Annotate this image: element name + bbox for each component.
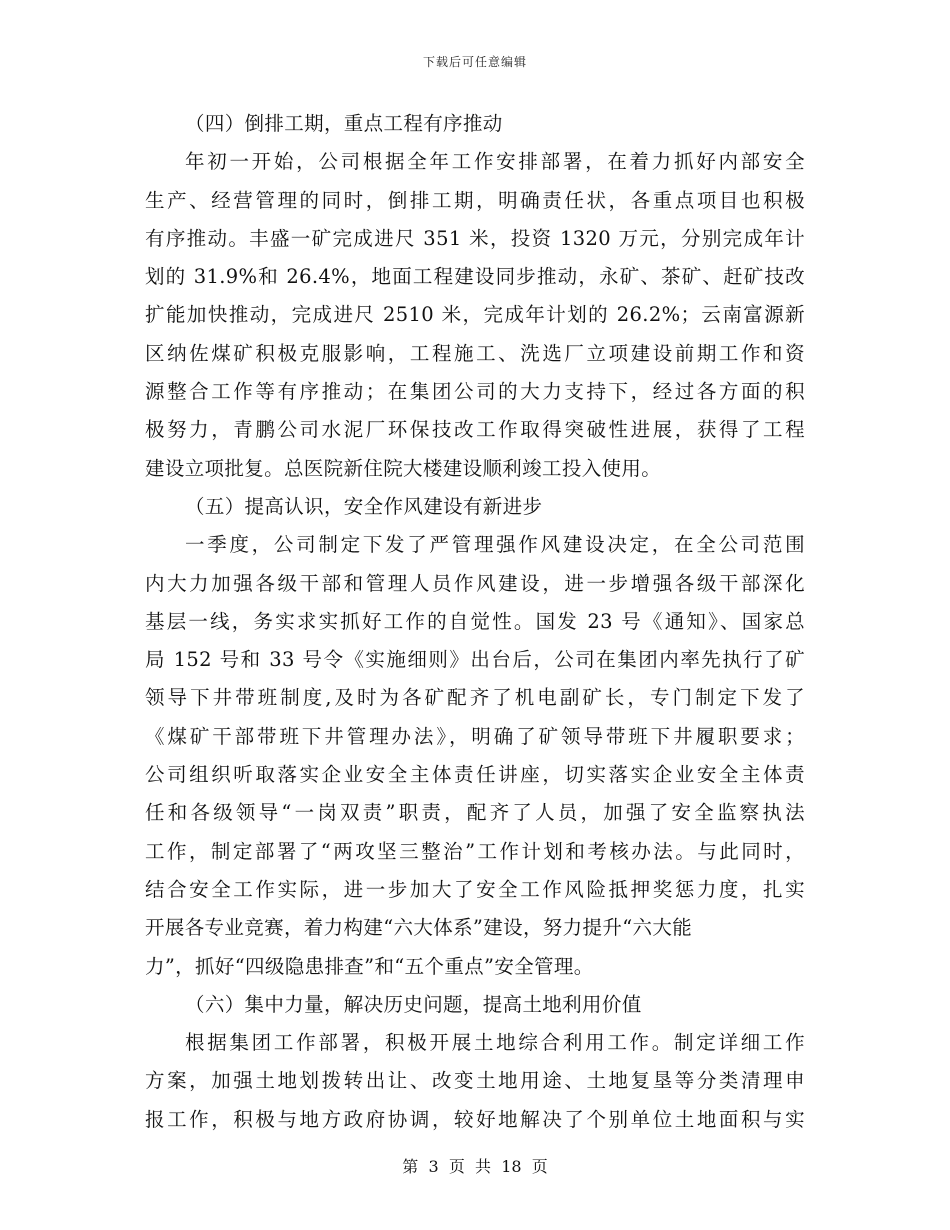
header-note: 下载后可任意编辑: [422, 55, 527, 69]
text-line: 有序推动。丰盛一矿完成进尺 351 米，投资 1320 万元，分别完成年计: [145, 226, 805, 250]
footer-total-pages: 18: [501, 1157, 522, 1176]
text-line: 结合安全工作实际，进一步加大了安全工作风险抵押奖惩力度，扎实: [145, 877, 805, 901]
footer-suffix: 页: [531, 1157, 548, 1176]
text-line: 区纳佐煤矿积极克服影响，工程施工、洗选厂立项建设前期工作和资: [145, 341, 805, 365]
text-line: 《煤矿干部带班下井管理办法》，明确了矿领导带班下井履职要求；: [145, 724, 805, 748]
text-line: 领导下井带班制度,及时为各矿配齐了机电副矿长，专门制定下发了: [145, 686, 805, 710]
text-line: 基层一线，务实求实抓好工作的自觉性。国发 23 号《通知》、国家总: [145, 609, 805, 633]
text-line: 年初一开始，公司根据全年工作安排部署，在着力抓好内部安全: [185, 150, 805, 174]
section-heading: （五）提高认识，安全作风建设有新进步: [185, 494, 543, 518]
footer-total-word: 共: [475, 1157, 492, 1176]
document-body: [145, 105, 805, 1139]
text-line: 建设立项批复。总医院新住院大楼建设顺利竣工投入使用。: [145, 456, 662, 480]
text-line: 一季度，公司制定下发了严管理强作风建设决定，在全公司范围: [185, 533, 805, 557]
text-line: 划的 31.9%和 26.4%，地面工程建设同步推动，永矿、茶矿、赶矿技改: [145, 265, 805, 289]
footer-current-page: 3: [428, 1157, 439, 1176]
section-heading: （六）集中力量，解决历史问题，提高土地利用价值: [185, 992, 642, 1016]
text-line: 报工作，积极与地方政府协调，较好地解决了个别单位土地面积与实: [145, 1107, 805, 1131]
text-line: 生产、经营管理的同时，倒排工期，明确责任状，各重点项目也积极: [145, 188, 805, 212]
text-line: 力”，抓好“四级隐患排查”和“五个重点”安全管理。: [145, 954, 594, 978]
text-line: 局 152 号和 33 号令《实施细则》出台后，公司在集团内率先执行了矿: [145, 648, 805, 672]
footer-prefix: 第: [402, 1157, 419, 1176]
text-line: 极努力，青鹏公司水泥厂环保技改工作取得突破性进展，获得了工程: [145, 418, 805, 442]
page-footer: [0, 1154, 950, 1177]
text-line: 扩能加快推动，完成进尺 2510 米，完成年计划的 26.2%；云南富源新: [145, 303, 805, 327]
text-line: 根据集团工作部署，积极开展土地综合利用工作。制定详细工作: [185, 1031, 805, 1055]
text-line: 公司组织听取落实企业安全主体责任讲座，切实落实企业安全主体责: [145, 763, 805, 787]
text-line: 源整合工作等有序推动；在集团公司的大力支持下，经过各方面的积: [145, 380, 805, 404]
text-line: 工作，制定部署了“两攻坚三整治”工作计划和考核办法。与此同时，: [145, 839, 805, 863]
section-heading: （四）倒排工期，重点工程有序推动: [185, 112, 503, 135]
text-line: 方案，加强土地划拨转出让、改变土地用途、土地复垦等分类清理申: [145, 1069, 805, 1093]
text-line: 任和各级领导“一岗双责”职责，配齐了人员，加强了安全监察执法: [145, 801, 805, 825]
footer-page-word: 页: [448, 1157, 465, 1176]
text-line: 内大力加强各级干部和管理人员作风建设，进一步增强各级干部深化: [145, 571, 805, 595]
text-line: 开展各专业竞赛，着力构建“六大体系”建设，努力提升“六大能: [145, 916, 693, 940]
